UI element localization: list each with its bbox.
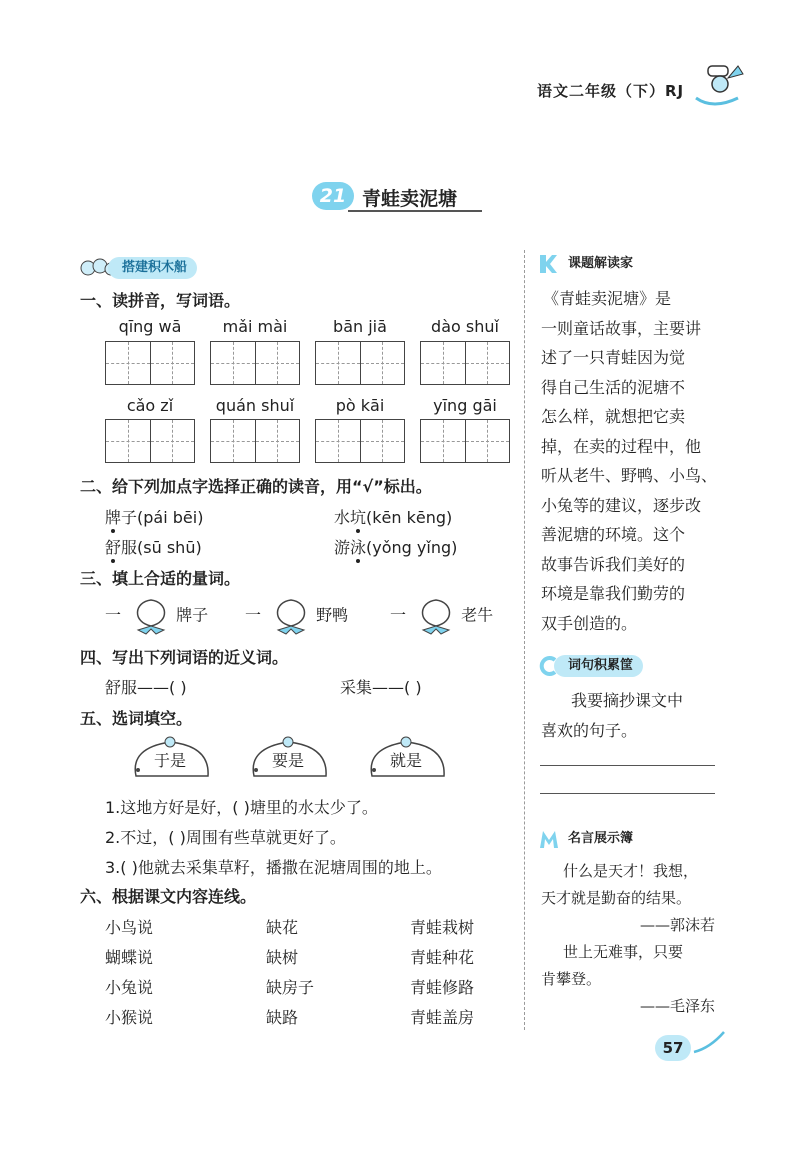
q3-item[interactable]: 一 老牛	[390, 596, 493, 636]
lesson-intro: 《青蛙卖泥塘》是 一则童话故事，主要讲 述了一只青蛙因为觉 得自己生活的泥塘不 怎么样，就想把它卖 掉，在卖的过程中，他 听从老牛、野鸭、小鸟、 小兔等的建议，逐步改 善泥塘的环境。这个 故事告诉我们美好的 环境是靠我们勤劳的 双手创造的。	[541, 289, 718, 633]
pinyin: pò kāi	[335, 396, 385, 415]
pinyin: quán shuǐ	[215, 396, 295, 415]
q6-title: 六、根据课文内容连线。	[80, 887, 257, 906]
q5-sentence[interactable]: 3.( )他就去采集草籽，播撒在泥塘周围的地上。	[105, 858, 442, 877]
section-badge-label: 搭建积木船	[108, 257, 197, 279]
column-divider	[524, 250, 525, 1030]
pinyin: dào shuǐ	[431, 317, 499, 336]
lesson-title	[312, 182, 482, 212]
q5-title: 五、选词填空。	[80, 709, 193, 728]
hedgehog-word-card	[240, 734, 340, 784]
pen-icon	[690, 1028, 730, 1058]
writing-grid[interactable]	[105, 419, 195, 463]
match-left[interactable]: 蝴蝶说	[105, 948, 154, 967]
peach-blank-icon[interactable]	[126, 596, 176, 636]
q3-item[interactable]: 一 野鸭	[245, 596, 348, 636]
pinyin: mǎi mài	[222, 317, 288, 336]
q4-item[interactable]: 舒服——( )	[105, 678, 187, 697]
match-middle[interactable]: 缺路	[266, 1008, 299, 1027]
q2-item[interactable]: 游泳(yǒng yǐng)	[334, 538, 458, 557]
q2-item[interactable]: 牌子(pái bēi)	[105, 508, 204, 527]
sidebar-badge-label: 名言展示簿	[568, 831, 634, 846]
hedgehog-word: 要是	[272, 751, 305, 770]
writing-grid[interactable]	[210, 341, 300, 385]
match-middle[interactable]: 缺树	[266, 948, 299, 967]
peach-blank-icon[interactable]	[411, 596, 461, 636]
page-number: 57	[655, 1035, 691, 1061]
hedgehog-word-card	[122, 734, 222, 784]
sidebar-badge-label: 课题解读家	[568, 256, 634, 271]
hedgehog-word: 就是	[390, 751, 423, 770]
q2-item[interactable]: 舒服(sū shū)	[105, 538, 202, 557]
match-left[interactable]: 小鸟说	[105, 918, 154, 937]
peach-blank-icon[interactable]	[266, 596, 316, 636]
quotes: 什么是天才！我想， 天才就是勤奋的结果。 ——郭沫若 世上无难事，只要 肯攀登。 ——毛泽东	[541, 862, 715, 1015]
pinyin: qīng wā	[118, 317, 182, 336]
title-underline	[348, 210, 482, 212]
q2-item[interactable]: 水坑(kēn kēng)	[334, 508, 453, 527]
match-right[interactable]: 青蛙盖房	[410, 1008, 475, 1027]
lesson-number: 21	[312, 182, 354, 210]
hedgehog-word: 于是	[154, 751, 187, 770]
match-right[interactable]: 青蛙修路	[410, 978, 475, 997]
writing-grid[interactable]	[420, 419, 510, 463]
q2-title: 二、给下列加点字选择正确的读音，用“√”标出。	[80, 477, 432, 496]
q4-item[interactable]: 采集——( )	[340, 678, 422, 697]
writing-grid[interactable]	[105, 341, 195, 385]
book-header: 语文二年级（下）RJ	[537, 82, 685, 100]
writing-grid[interactable]	[315, 341, 405, 385]
pinyin: yīng gāi	[433, 396, 497, 415]
pinyin: cǎo zǐ	[126, 396, 174, 415]
q3-title: 三、填上合适的量词。	[80, 569, 241, 588]
q4-title: 四、写出下列词语的近义词。	[80, 648, 289, 667]
writing-line[interactable]	[540, 765, 715, 766]
hedgehog-word-card	[358, 734, 458, 784]
pinyin: bān jiā	[333, 317, 387, 336]
match-right[interactable]: 青蛙种花	[410, 948, 475, 967]
match-right[interactable]: 青蛙栽树	[410, 918, 475, 937]
lesson-name: 青蛙卖泥塘	[362, 188, 458, 210]
q5-sentence[interactable]: 1.这地方好是好，( )塘里的水太少了。	[105, 798, 378, 817]
writing-grid[interactable]	[210, 419, 300, 463]
q5-sentence[interactable]: 2.不过，( )周围有些草就更好了。	[105, 828, 346, 847]
sidebar-badge-label: 词句积累筐	[554, 655, 643, 677]
writing-grid[interactable]	[315, 419, 405, 463]
match-left[interactable]: 小猴说	[105, 1008, 154, 1027]
copy-prompt: 我要摘抄课文中 喜欢的句子。	[541, 691, 684, 740]
q3-item[interactable]: 一 牌子	[105, 596, 208, 636]
match-middle[interactable]: 缺花	[266, 918, 299, 937]
q1-title: 一、读拼音，写词语。	[80, 291, 241, 310]
match-middle[interactable]: 缺房子	[266, 978, 315, 997]
writing-line[interactable]	[540, 793, 715, 794]
ruler-flower-icon	[688, 58, 748, 108]
writing-grid[interactable]	[420, 341, 510, 385]
match-left[interactable]: 小兔说	[105, 978, 154, 997]
